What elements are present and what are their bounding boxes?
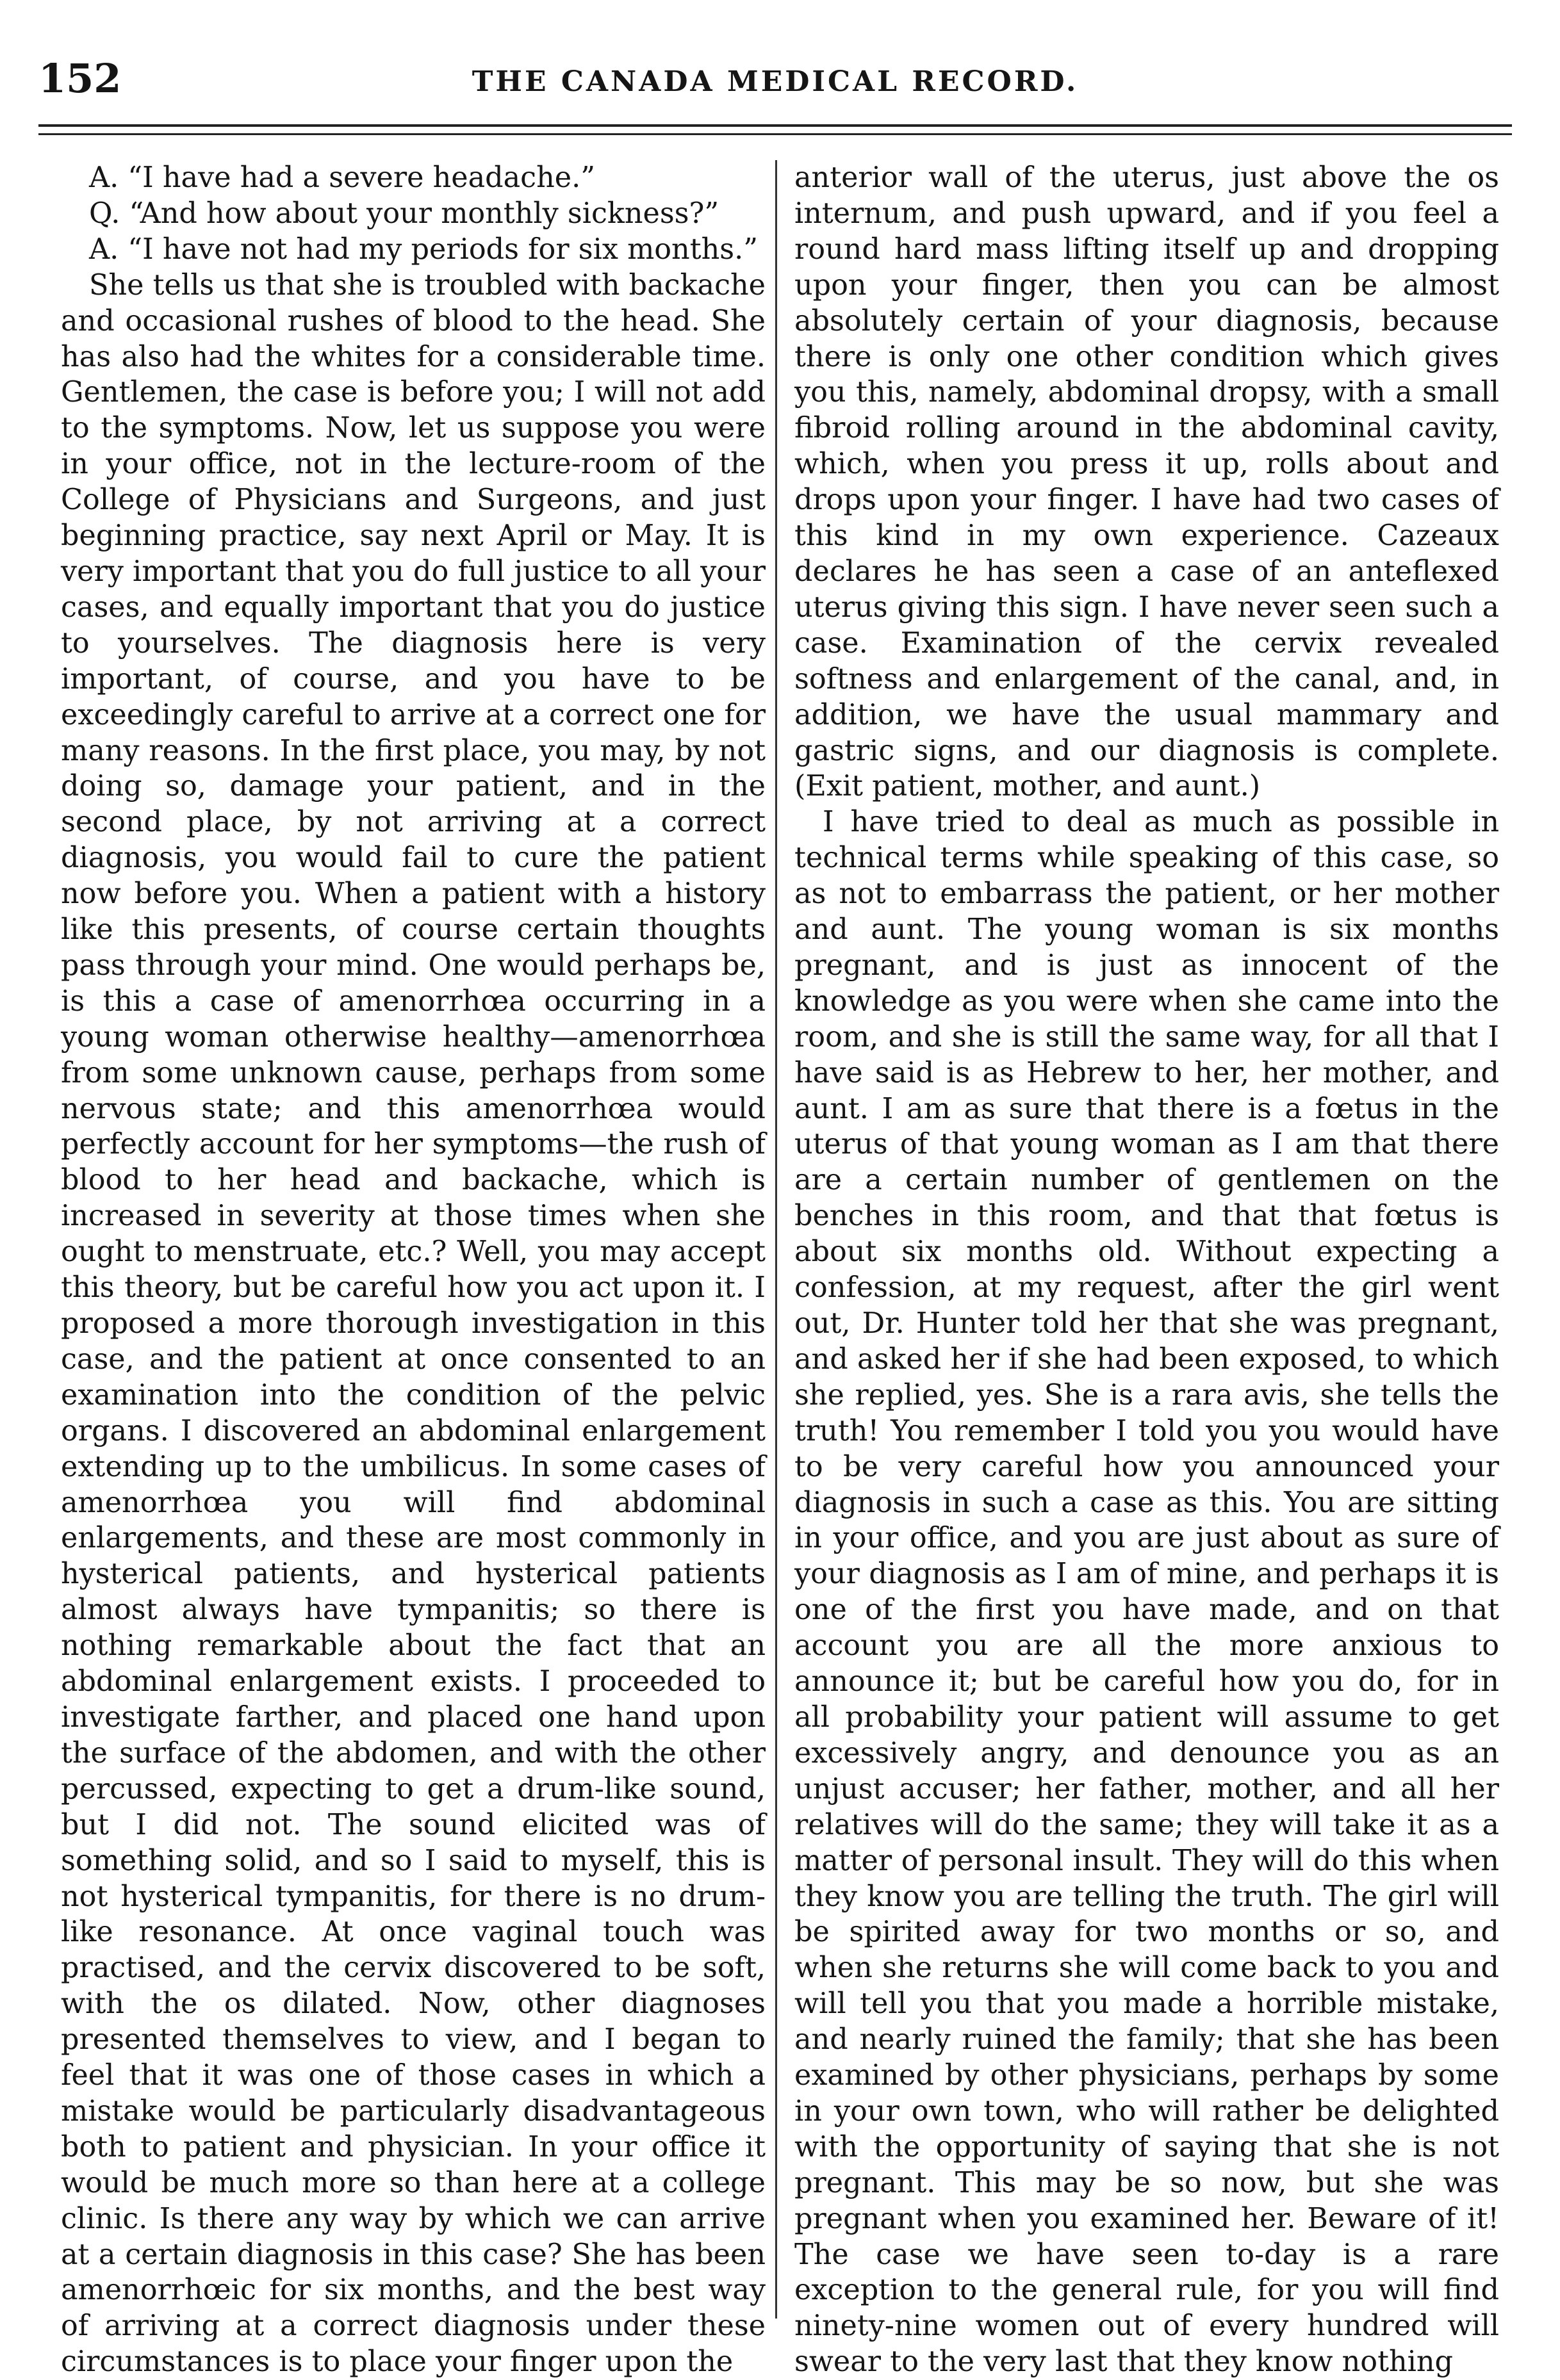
header-rule-bottom [38, 133, 1512, 135]
left-column [61, 160, 766, 2379]
paragraph: She tells us that she is troubled with backache and occasional rushes of blood to the head. She has also had the whites for a considerable time. Gentlemen, the case is before you; I will not add to the symptoms. Now, let us suppose you were in your office, not in the lecture-room of the College of Physicians and Surgeons, and just beginning practice, say next April or May. It is very important that you do full justice to all your cases, and equally important that you do justice to yourselves. The diagnosis here is very important, of course, and you have to be exceedingly careful to arrive at a correct one for many reasons. In the first place, you may, by not doing so, damage your patient, and in the second place, by not arriving at a correct diagnosis, you would fail to cure the patient now before you. When a patient with a history like this presents, of course certain thoughts pass through your mind. One would perhaps be, is this a case of amenorrhœa occurring in a young woman otherwise healthy—amenorrhœa from some unknown cause, perhaps from some nervous state; and this amenorrhœa would perfectly account for her symptoms—the rush of blood to her head and backache, which is increased in severity at those times when she ought to menstruate, etc.? Well, you may accept this theory, but be careful how you act upon it. I proposed a more thorough investigation in this case, and the patient at once consented to an examination into the condition of the pelvic organs. I discovered an abdominal enlargement extending up to the umbilicus. In some cases of amenorrhœa you will find abdominal enlargements, and these are most commonly in hysterical patients, and hysterical patients almost always have tympanitis; so there is nothing remarkable about the fact that an abdominal enlargement exists. I proceeded to investigate farther, and placed one hand upon the surface of the abdomen, and with the other percussed, expecting to get a drum-like sound, but I did not. The sound elicited was of something solid, and so I said to myself, this is not hysterical tympanitis, for there is no drum-like resonance. At once vaginal touch was practised, and the cervix discovered to be soft, with the os dilated. Now, other diagnoses presented themselves to view, and I began to feel that it was one of those cases in which a mistake would be particularly disadvantageous both to patient and physician. In your office it would be much more so than here at a college clinic. Is there any way by which we can arrive at a certain diagnosis in this case? She has been amenorrhœic for six months, and the best way of arriving at a correct diagnosis under these circumstances is to place your finger upon the [61, 268, 766, 2379]
paragraph: anterior wall of the uterus, just above the os internum, and push upward, and if you feel a round hard mass lifting itself up and dropping upon your finger, then you can be almost absolutely certain of your diagnosis, because there is only one other condition which gives you this, namely, abdominal dropsy, with a small fibroid rolling around in the abdominal cavity, which, when you press it up, rolls about and drops upon your finger. I have had two cases of this kind in my own experience. Cazeaux declares he has seen a case of an anteflexed uterus giving this sign. I have never seen such a case. Examination of the cervix revealed softness and enlargement of the canal, and, in addition, we have the usual mammary and gastric signs, and our diagnosis is complete. (Exit patient, mother, and aunt.) [794, 161, 1499, 803]
page-number: 152 [38, 55, 122, 102]
running-title: THE CANADA MEDICAL RECORD. [472, 65, 1079, 98]
header-rule-top [38, 124, 1512, 127]
paragraph: A. “I have had a severe headache.” [89, 161, 595, 194]
paragraph: A. “I have not had my periods for six months.” [89, 232, 758, 266]
page-header [38, 38, 1512, 109]
paragraph: Q. “And how about your monthly sickness?” [89, 197, 719, 230]
paragraph: I have tried to deal as much as possible in technical terms while speaking of this case, so as not to embarrass the patient, or her mother and aunt. The young woman is six months pregnant, and is just as innocent of the knowledge as you were when she came into the room, and she is still the same way, for all that I have said is as Hebrew to her, her mother, and aunt. I am as sure that there is a fœtus in the uterus of that young woman as I am that there are a certain number of gentlemen on the benches in this room, and that that fœtus is about six months old. Without expecting a confession, at my request, after the girl went out, Dr. Hunter told her that she was pregnant, and asked her if she had been exposed, to which she replied, yes. She is a rara avis, she tells the truth! You remember I told you you would have to be very careful how you announced your diagnosis in such a case as this. You are sitting in your office, and you are just about as sure of your diagnosis as I am of mine, and perhaps it is one of the first you have made, and on that account you are all the more anxious to announce it; but be careful how you do, for in all probability your patient will assume to get excessively angry, and denounce you as an unjust accuser; her father, mother, and all her relatives will do the same; they will take it as a matter of personal insult. They will do this when they know you are telling the truth. The girl will be spirited away for two months or so, and when she returns she will come back to you and will tell you that you made a horrible mistake, and nearly ruined the family; that she has been examined by other physicians, perhaps by some in your own town, who will rather be delighted with the opportunity of saying that she is not pregnant. This may be so now, but she was pregnant when you examined her. Beware of it! The case we have seen to-day is a rare exception to the general rule, for you will find ninety-nine women out of every hundred will swear to the very last that they know nothing [794, 806, 1499, 2379]
right-column [794, 160, 1499, 2379]
column-divider [775, 160, 777, 2319]
